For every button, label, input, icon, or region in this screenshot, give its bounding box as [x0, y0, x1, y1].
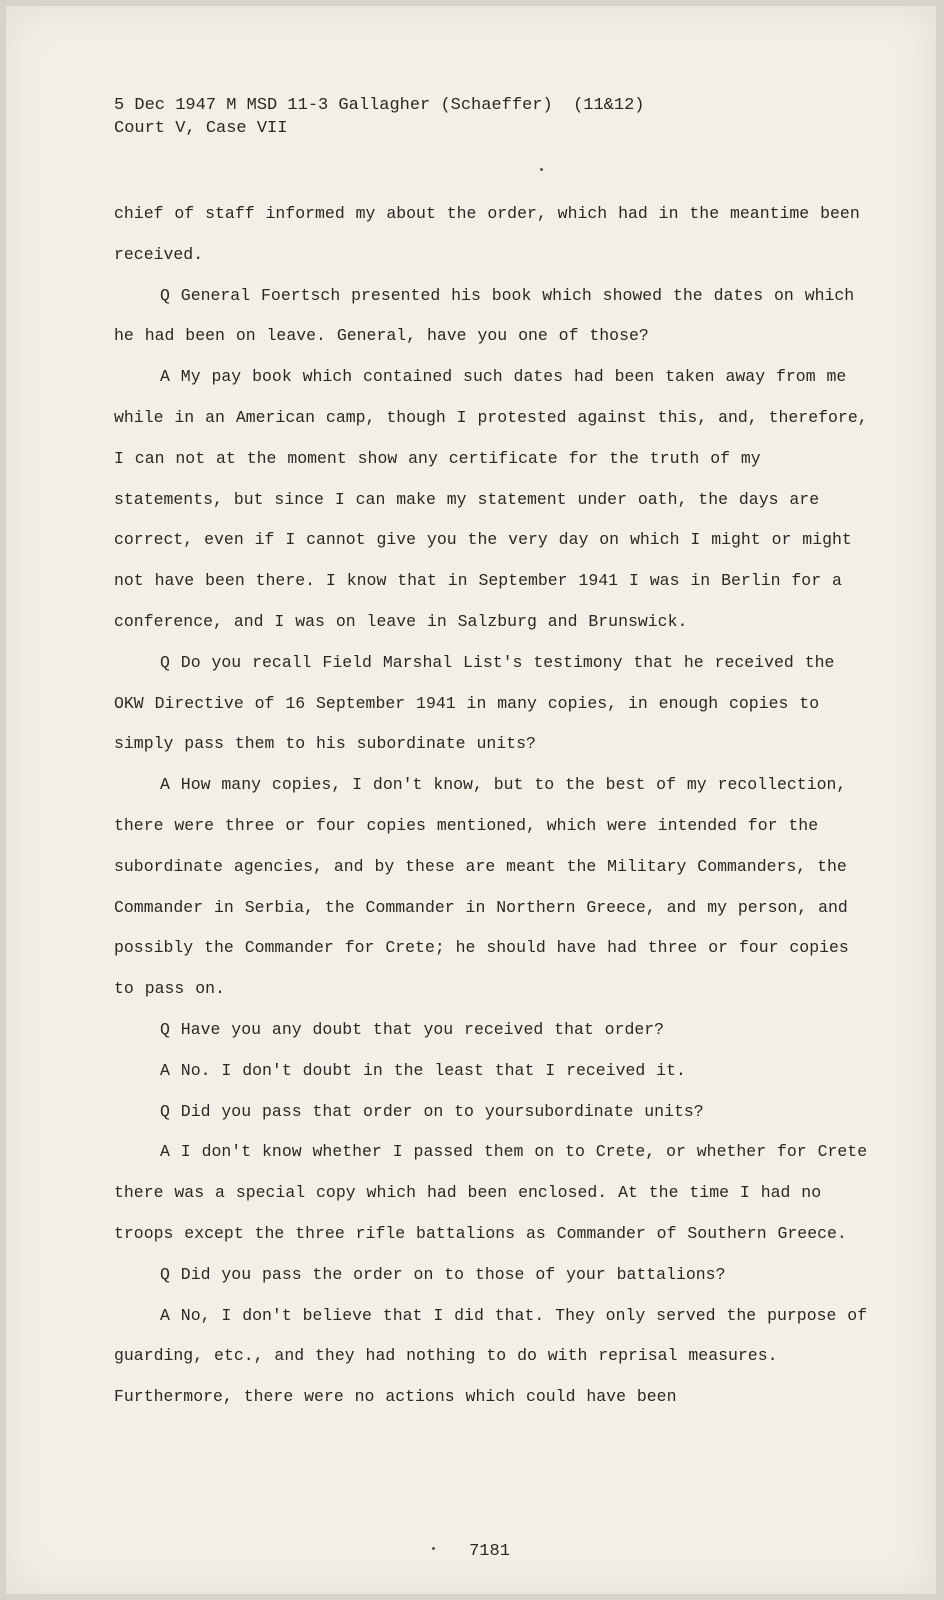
paragraph: Q Have you any doubt that you received that order?: [160, 1019, 665, 1039]
speck-mark: [432, 1547, 435, 1550]
paragraph: A No. I don't doubt in the least that I received it.: [160, 1060, 686, 1080]
header-court-line: Court V, Case VII: [114, 119, 288, 138]
document-header: [114, 94, 645, 140]
paragraph: A I don't know whether I passed them on to Crete, or whether for Crete there was a special copy which had been enclosed. At the time I had no troops except the three rifle battalions as Commander of Southern Greece.: [114, 1142, 868, 1243]
paragraph: Q General Foertsch presented his book which showed the dates on which he had been on leave. General, have you one of those?: [114, 285, 855, 346]
paragraph: A How many copies, I don't know, but to the best of my recollection, there were three or four copies mentioned, which were intended for the subordinate agencies, and by these are meant the Military Commanders, the Commander in Serbia, the Commander in Northern Greece, and my person, and possibly the Commander for Crete; he should have had three or four copies to pass on.: [114, 775, 849, 999]
paragraph: Q Do you recall Field Marshal List's testimony that he received the OKW Directive of 16 September 1941 in many copies, in enough copies to simply pass them to his subordinate units?: [114, 652, 835, 754]
document-page: [6, 6, 936, 1594]
paragraph: Q Did you pass the order on to those of your battalions?: [160, 1264, 726, 1284]
paragraph: Q Did you pass that order on to yoursubordinate units?: [160, 1101, 704, 1121]
paragraph: chief of staff informed my about the order, which had in the meantime been received.: [114, 204, 860, 264]
speck-mark: [540, 168, 543, 171]
paragraph: A No, I don't believe that I did that. They only served the purpose of guarding, etc., and they had nothing to do with reprisal measures. Furthermore, there were no actions which could have been: [114, 1305, 868, 1407]
header-reference-line: 5 Dec 1947 M MSD 11-3 Gallagher (Schaeffer) (11&12): [114, 96, 645, 115]
transcript-body: [114, 194, 874, 1418]
page-number: [6, 1542, 936, 1561]
page-number-text: 7181: [469, 1542, 510, 1561]
paragraph: A My pay book which contained such dates had been taken away from me while in an American camp, though I protested against this, and, therefore, I can not at the moment show any certificate for the truth of my statements, but since I can make my statement under oath, the days are correct, even if I cannot give you the very day on which I might or might not have been there. I know that in September 1941 I was in Berlin for a conference, and I was on leave in Salzburg and Brunswick.: [114, 367, 868, 631]
